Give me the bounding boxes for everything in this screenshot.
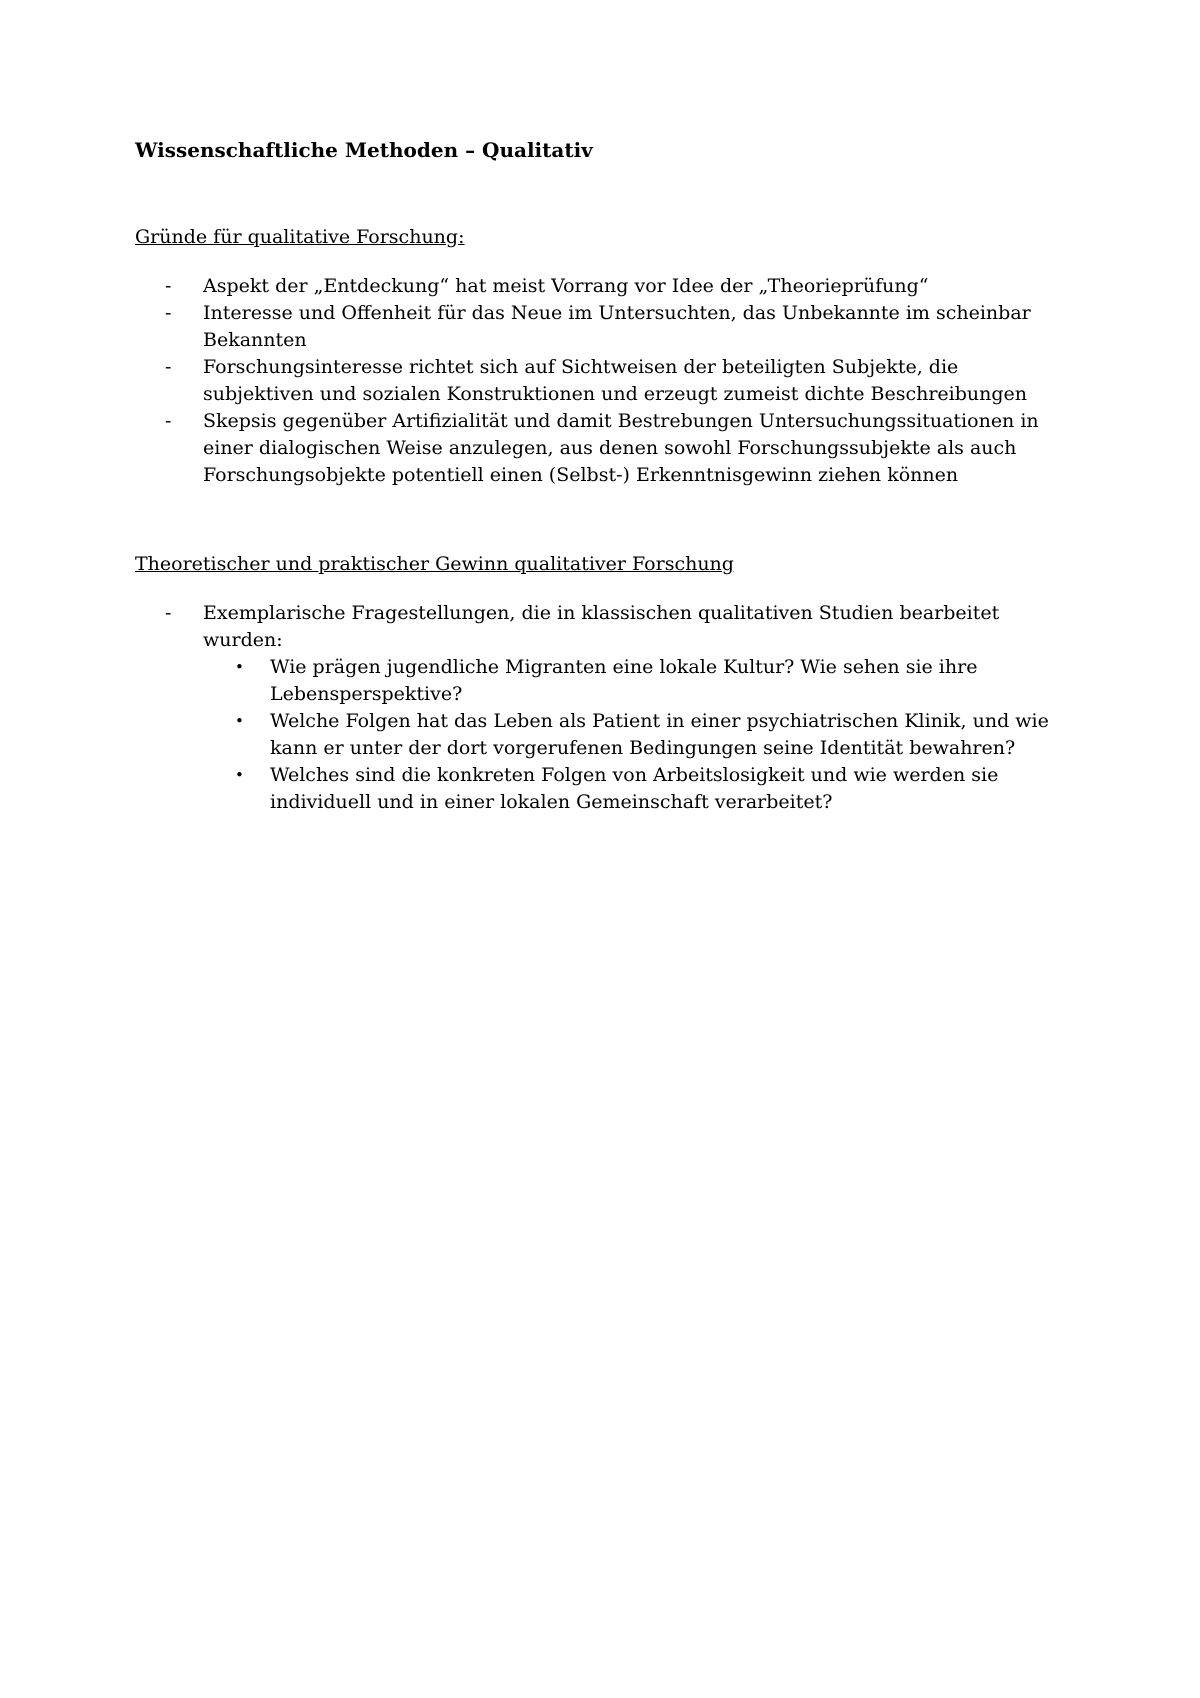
list-item-text: Interesse und Offenheit für das Neue im Untersuchten, das Unbekannte im scheinbar Bekannten xyxy=(203,302,1031,351)
dash-list-gruende xyxy=(135,273,1050,489)
list-item-text: Forschungsinteresse richtet sich auf Sichtweisen der beteiligten Subjekte, die subjektiven und sozialen Konstruktionen und erzeugt zumeist dichte Beschreibungen xyxy=(203,356,1028,405)
dash-marker: - xyxy=(165,275,172,297)
list-item xyxy=(135,273,1050,300)
section-gruende xyxy=(135,224,1050,489)
section-gewinn xyxy=(135,551,1050,816)
dash-marker: - xyxy=(165,356,172,378)
dash-marker: - xyxy=(165,602,172,624)
bullet-marker: • xyxy=(235,712,244,730)
dash-marker: - xyxy=(165,410,172,432)
dash-list-gewinn xyxy=(135,600,1050,816)
list-item xyxy=(135,300,1050,354)
sub-list-item xyxy=(135,654,1050,708)
document-title: Wissenschaftliche Methoden – Qualitativ xyxy=(135,138,593,162)
section-heading-gruende: Gründe für qualitative Forschung: xyxy=(135,226,465,248)
sub-list-item-text: Wie prägen jugendliche Migranten eine lokale Kultur? Wie sehen sie ihre Lebensperspektive? xyxy=(270,656,978,705)
list-item xyxy=(135,600,1050,654)
dash-marker: - xyxy=(165,302,172,324)
list-item-text: Skepsis gegenüber Artifizialität und damit Bestrebungen Untersuchungssituationen in einer dialogischen Weise anzulegen, aus denen sowohl Forschungssubjekte als auch Forschungsobjekte potentiell einen (Selbst-) Erkenntnisgewinn ziehen können xyxy=(203,410,1039,486)
section-heading-gewinn: Theoretischer und praktischer Gewinn qualitativer Forschung xyxy=(135,553,734,575)
list-item-text: Exemplarische Fragestellungen, die in klassischen qualitativen Studien bearbeitet wurden: xyxy=(203,602,1000,651)
list-item-text: Aspekt der „Entdeckung“ hat meist Vorrang vor Idee der „Theorieprüfung“ xyxy=(203,275,929,297)
list-item xyxy=(135,354,1050,408)
list-item xyxy=(135,408,1050,489)
sub-list-item-text: Welche Folgen hat das Leben als Patient in einer psychiatrischen Klinik, und wie kann er unter der dort vorgerufenen Bedingungen seine Identität bewahren? xyxy=(270,710,1049,759)
sub-list-item xyxy=(135,762,1050,816)
bullet-marker: • xyxy=(235,766,244,784)
sub-list-item-text: Welches sind die konkreten Folgen von Arbeitslosigkeit und wie werden sie individuell und in einer lokalen Gemeinschaft verarbeitet? xyxy=(270,764,999,813)
sub-list-item xyxy=(135,708,1050,762)
bullet-marker: • xyxy=(235,658,244,676)
